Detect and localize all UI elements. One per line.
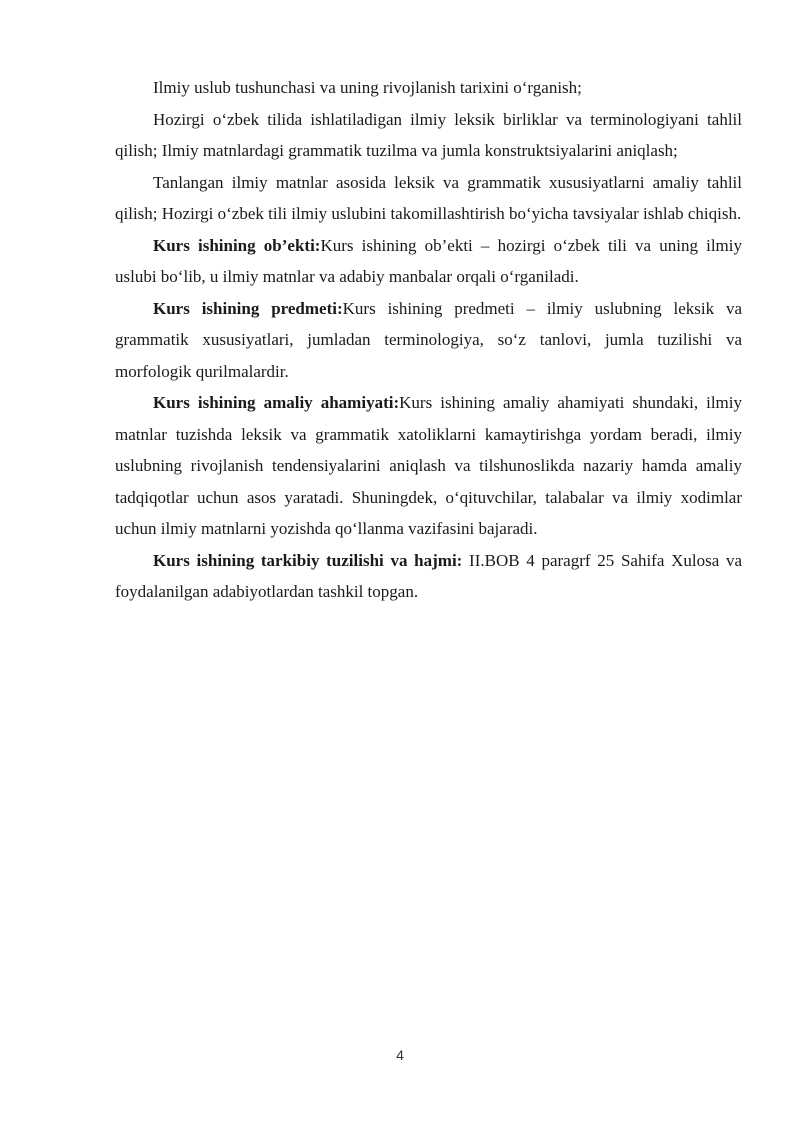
paragraph-goal-3 (115, 167, 742, 230)
paragraph-label: Kurs ishining predmeti: (153, 298, 343, 318)
paragraph-practical-importance (115, 387, 742, 545)
paragraph-label: Kurs ishining ob’ekti: (153, 235, 321, 255)
paragraph-object (115, 230, 742, 293)
paragraph-label: Kurs ishining tarkibiy tuzilishi va hajmi: (153, 550, 463, 570)
paragraph-text: Kurs ishining amaliy ahamiyati shundaki, ilmiy matnlar tuzishda leksik va grammatik xatoliklarni kamaytirishga yordam beradi, ilmiy uslubning rivojlanish tendensiyalarini aniqlash va tilshunoslikda nazariy hamda amaliy tadqiqotlar uchun asos yaratadi. Shuningdek, o‘qituvchilar, talabalar va ilmiy xodimlar uchun ilmiy matnlarni yozishda qo‘llanma vazifasini bajaradi. (115, 393, 743, 538)
paragraph-subject (115, 293, 742, 388)
body-text (115, 72, 742, 608)
paragraph-structure (115, 545, 742, 608)
paragraph-text: Ilmiy uslub tushunchasi va uning rivojlanish tarixini o‘rganish; (153, 78, 582, 97)
page-number: 4 (396, 1047, 404, 1063)
paragraph-text: Tanlangan ilmiy matnlar asosida leksik va grammatik xususiyatlarni amaliy tahlil qilish; Hozirgi o‘zbek tili ilmiy uslubini takomillashtirish bo‘yicha tavsiyalar ishlab chiqish. (115, 172, 742, 223)
paragraph-goal-2 (115, 104, 742, 167)
paragraph-goal-1 (115, 72, 742, 104)
paragraph-text: II.BOB 4 paragrf 25 Sahifa Xulosa va foydalanilgan adabiyotlardan tashkil topgan. (115, 550, 742, 601)
paragraph-text: Kurs ishining ob’ekti – hozirgi o‘zbek tili va uning ilmiy uslubi bo‘lib, u ilmiy matnlar va adabiy manbalar orqali o‘rganiladi. (115, 235, 742, 286)
paragraph-text: Hozirgi o‘zbek tilida ishlatiladigan ilmiy leksik birliklar va terminologiyani tahlil qilish; Ilmiy matnlardagi grammatik tuzilma va jumla konstruktsiyalarini aniqlash; (115, 109, 742, 160)
paragraph-text: Kurs ishining predmeti – ilmiy uslubning leksik va grammatik xususiyatlari, jumladan terminologiya, so‘z tanlovi, jumla tuzilishi va morfologik qurilmalardir. (115, 298, 743, 381)
paragraph-label: Kurs ishining amaliy ahamiyati: (153, 393, 400, 412)
